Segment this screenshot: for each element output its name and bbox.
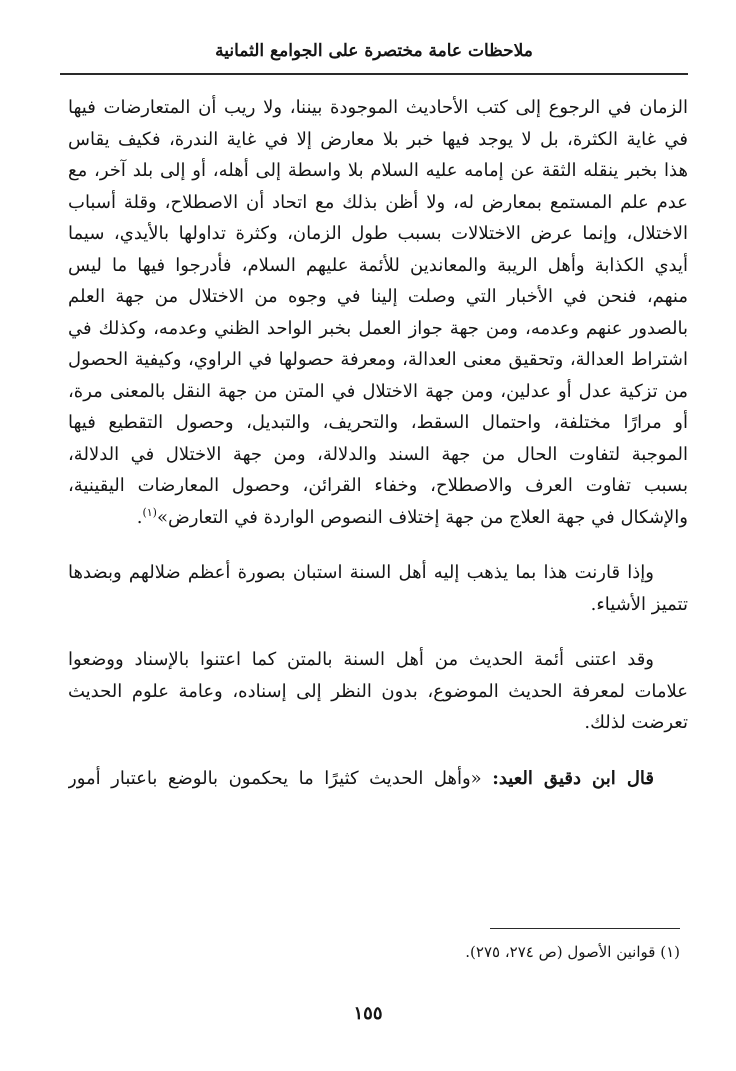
- paragraph-gap: [68, 620, 688, 644]
- paragraph-1-line-13: بسبب تفاوت العرف والاصطلاح، وخفاء القرائن، وحصول المعارضات اليقينية،: [68, 475, 688, 496]
- paragraph-1-line-6: أيدي الكذابة وأهل الريبة والمعاندين للأئمة عليهم السلام، فأدرجوا فيها ما ليس: [68, 254, 688, 276]
- paragraph-3-last-line: تعرضت لذلك.: [584, 712, 688, 733]
- paragraph-1-line-11: أو مرارًا مختلفة، واحتمال السقط، والتحريف، والتبديل، وحصول التقطيع فيها: [68, 412, 688, 433]
- paragraph-4-line-1: [68, 763, 688, 795]
- quote-text: «وأهل الحديث كثيرًا ما يحكمون بالوضع باعتبار أمور: [68, 767, 482, 789]
- footnote: (١) قوانين الأصول (ص ٢٧٤، ٢٧٥).: [465, 943, 680, 961]
- paragraph-1-line-7: منهم، فنحن في الأخبار التي وصلت إلينا في وجوه من الاختلال من جهة العلم: [68, 286, 688, 307]
- quoted-author: قال ابن دقيق العيد:: [492, 767, 654, 789]
- paragraph-3-line-2: علامات لمعرفة الحديث الموضوع، بدون النظر إلى إسناده، وعامة علوم الحديث: [68, 680, 688, 702]
- paragraph-gap: [68, 533, 688, 557]
- paragraph-1-last-line-text: والإشكال في جهة العلاج من جهة إختلاف النصوص الواردة في التعارض»: [156, 506, 688, 528]
- footnote-marker: (١): [142, 505, 157, 519]
- paragraph-1-line-1: الزمان في الرجوع إلى كتب الأحاديث الموجودة بيننا، ولا ريب أن المتعارضات فيها: [68, 97, 688, 118]
- paragraph-1-line-12: الموجبة لتفاوت الحال من جهة السند والدلالة، ومن جهة الاختلال في الدلالة،: [68, 443, 688, 465]
- paragraph-1-end-mark: .: [136, 506, 143, 528]
- paragraph-gap: [68, 739, 688, 763]
- body-text: [68, 92, 688, 794]
- paragraph-2-last-line: تتميز الأشياء.: [590, 593, 688, 615]
- paragraph-1-line-5: الاختلال، وإنما عرض الاختلالات بسبب طول الزمان، وكثرة تداولها بالأيدي، سيما: [68, 223, 688, 244]
- running-title: ملاحظات عامة مختصرة على الجوامع الثمانية: [215, 41, 533, 61]
- paragraph-2-line-1: وإذا قارنت هذا بما يذهب إليه أهل السنة استبان بصورة أعظم ضلالهم وبضدها: [68, 562, 654, 583]
- footnote-rule: [490, 928, 680, 929]
- paragraph-1-line-10: من تزكية عدل أو عدلين، ومن جهة الاختلال في المتن من جهة النقل بالمعنى مرة،: [68, 380, 688, 402]
- paragraph-1-line-9: اشتراط العدالة، وتحقيق معنى العدالة، ومعرفة حصولها في الراوي، وكيفية الحصول: [68, 349, 688, 370]
- paragraph-1-line-2: في غاية الكثرة، بل لا يوجد فيها خبر بلا معارض إلا في غاية الندرة، فكيف يقاس: [68, 128, 688, 150]
- paragraph-1-line-8: بالصدور عنهم وعدمه، ومن جهة جواز العمل بخبر الواحد الظني وعدمه، وكذلك في: [68, 317, 688, 339]
- paragraph-1-last-line: [68, 502, 688, 534]
- paragraph-1-line-3: هذا بخبر ينقله الثقة عن إمامه عليه السلام بلا واسطة إلى أهله، أو إلى بلد آخر، مع: [68, 160, 688, 181]
- header-rule: [60, 73, 688, 75]
- paragraph-1-line-4: عدم علم المستمع بمعارض له، ولا أظن بذلك مع اتحاد أن الاصطلاح، وقلة أسباب: [68, 191, 688, 213]
- paragraph-3-line-1: وقد اعتنى أئمة الحديث من أهل السنة بالمتن كما اعتنوا بالإسناد ووضعوا: [68, 649, 654, 670]
- page-number: ١٥٥: [353, 1003, 383, 1024]
